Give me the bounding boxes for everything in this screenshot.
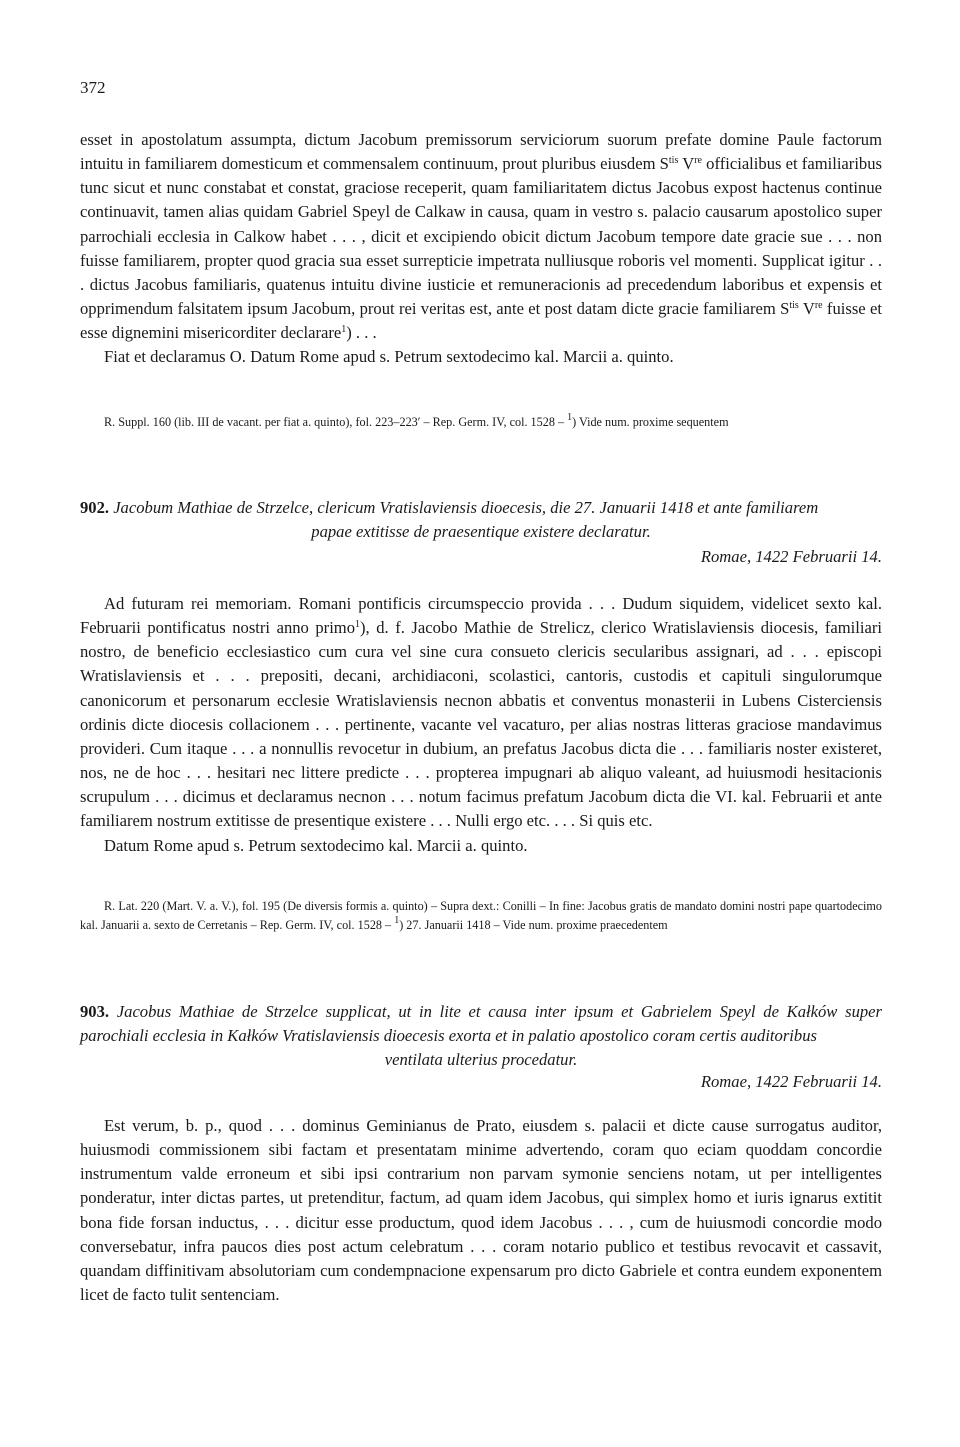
entry-903-paragraph: Est verum, b. p., quod . . . dominus Geminianus de Prato, eiusdem s. palacii et dicte cause surrogatus auditor, huiusmodi commissionem sibi factam et presentatam minime advertendo, coram quo eciam quoddam concordie instrumentum valde erroneum et sibi ipsi contrarium non parvam symonie senciens notam, ut per intelligentes ponderatur, inter dictas partes, ut pretenditur, factum, ad quam idem Jacobus, qui simplex homo et iuris ignarus extitit bona fide forsan inductus, . . . dicitur esse productum, quod idem Jacobus . . . , cum de huiusmodi concordie modo conversebatur, infra paucos dies post actum celebratum . . . coram notario publico et testibus revocavit et cassavit, quandam diffinitivam absolutoriam cum condempnacione expensarum pro dicto Gabriele et contra eundem exponentem licet de facto tulit sentenciam. xyxy=(80,1116,882,1305)
dating-line: Fiat et declaramus O. Datum Rome apud s. Petrum sextodecimo kal. Marcii a. quinto. xyxy=(104,347,674,367)
entry-903-place-date: Romae, 1422 Februarii 14. xyxy=(700,1072,882,1091)
continuation-text xyxy=(80,128,882,370)
footnote-901: R. Suppl. 160 (lib. III de vacant. per fiat a. quinto), fol. 223–223′ – Rep. Germ. IV, col. 1528 – $^1$) Vide num. proxime sequentem xyxy=(104,412,729,429)
footnote-902: R. Lat. 220 (Mart. V. a. V.), fol. 195 (De diversis formis a. quinto) – Supra dext.: Conilli – In fine: Jacobus gratis de mandato domini nostri pape quartodecimo kal. Januarii a. sexto de Cerretanis – Rep. Germ. IV, col. 1528 – $^1$) 27. Januarii 1418 – Vide num. proxime praecedentem xyxy=(80,899,882,932)
entry-902-place-date: Romae, 1422 Februarii 14. xyxy=(700,547,882,566)
entry-number: 902. xyxy=(80,498,110,517)
entry-903-heading: 903. Jacobus Mathiae de Strzelce supplicat, ut in lite et causa inter ipsum et Gabrielem Speyl de Kałków super parochiali ecclesia in Kałków Vratislaviensis dioecesis exorta et in palatio apostolico coram certis auditoribus ventilata ulterius procedatur. xyxy=(80,1002,882,1069)
continuation-paragraph: esset in apostolatum assumpta, dictum Jacobum premissorum serviciorum suorum prefate domine Paule factorum intuitu in familiarem domesticum et commensalem continuum, prout pluribus eiusdem $S^{tis}$ Vre officialibus et familiaribus tunc sicut et nunc constabat et constat, graciose receperit, quam familiaritatem dictus Jacobus expost hactenus continue continuavit, tamen alias quidam Gabriel Speyl de Calkaw in causa, quam in vestro s. palacio causarum apostolico super parrochiali ecclesia in Calkow habet . . . , dicit et excipiendo obicit dictum Jacobum tempore date gracie sue . . . non fuisse familiarem, propter quod gracia sua esset surrepticie impetrata nulliusque roboris vel momenti. Supplicat igitur . . . dictus Jacobus familiaris, quatenus intuitu divine iusticie et remuneracionis ad precedendum laboribus et expensis et opprimendum falsitatem ipsum Jacobum, prout rei veritas est, ante et post datam dicte gracie familiarem $S^{tis}$ Vre fuisse et esse dignemini misericorditer declarare$^1$) . . . xyxy=(80,130,882,343)
dating-line: Datum Rome apud s. Petrum sextodecimo kal. Marcii a. quinto. xyxy=(104,835,528,855)
page-number: 372 xyxy=(80,78,106,97)
entry-903-text xyxy=(80,1114,882,1307)
entry-902-text xyxy=(80,592,882,858)
entry-902-heading: 902. Jacobum Mathiae de Strzelce, clericum Vratislaviensis dioecesis, die 27. Januarii 1418 et ante familiarem papae extitisse de praesentique existere declaratur. xyxy=(80,498,819,541)
entry-902-paragraph: Ad futuram rei memoriam. Romani pontificis circumspeccio provida . . . Dudum siquidem, videlicet sexto kal. Februarii pontificatus nostri anno primo$^1$), d. f. Jacobo Mathie de Strelicz, clerico Wratislaviensis diocesis, familiari nostro, de beneficio ecclesiastico cum cura vel sine cura consueto clericis secularibus assignari, ad . . . episcopi Wratislaviensis et . . . prepositi, decani, archidiaconi, scolastici, cantoris, custodis et capituli singulorumque canonicorum et personarum ecclesie Wratislaviensis necnon abbatis et conventus monasterii in Lubens Cisterciensis ordinis dicte diocesis collacionem . . . pertinente, vacante vel vacaturo, per alias nostras litteras graciose mandavimus provideri. Cum itaque . . . a nonnullis revocetur in dubium, an prefatus Jacobus dicta die . . . familiaris noster existeret, nos, ne de hoc . . . hesitari nec littere predicte . . . propterea impugnari ab aliquo valeant, ad huiusmodi hesitacionis scrupulum . . . dicimus et declaramus necnon . . . notum facimus prefatum Jacobum dicta die VI. kal. Februarii et ante familiarem nostrum extitisse de presentique existere . . . Nulli ergo etc. . . . Si quis etc. xyxy=(80,594,882,831)
entry-number: 903. xyxy=(80,1002,110,1021)
